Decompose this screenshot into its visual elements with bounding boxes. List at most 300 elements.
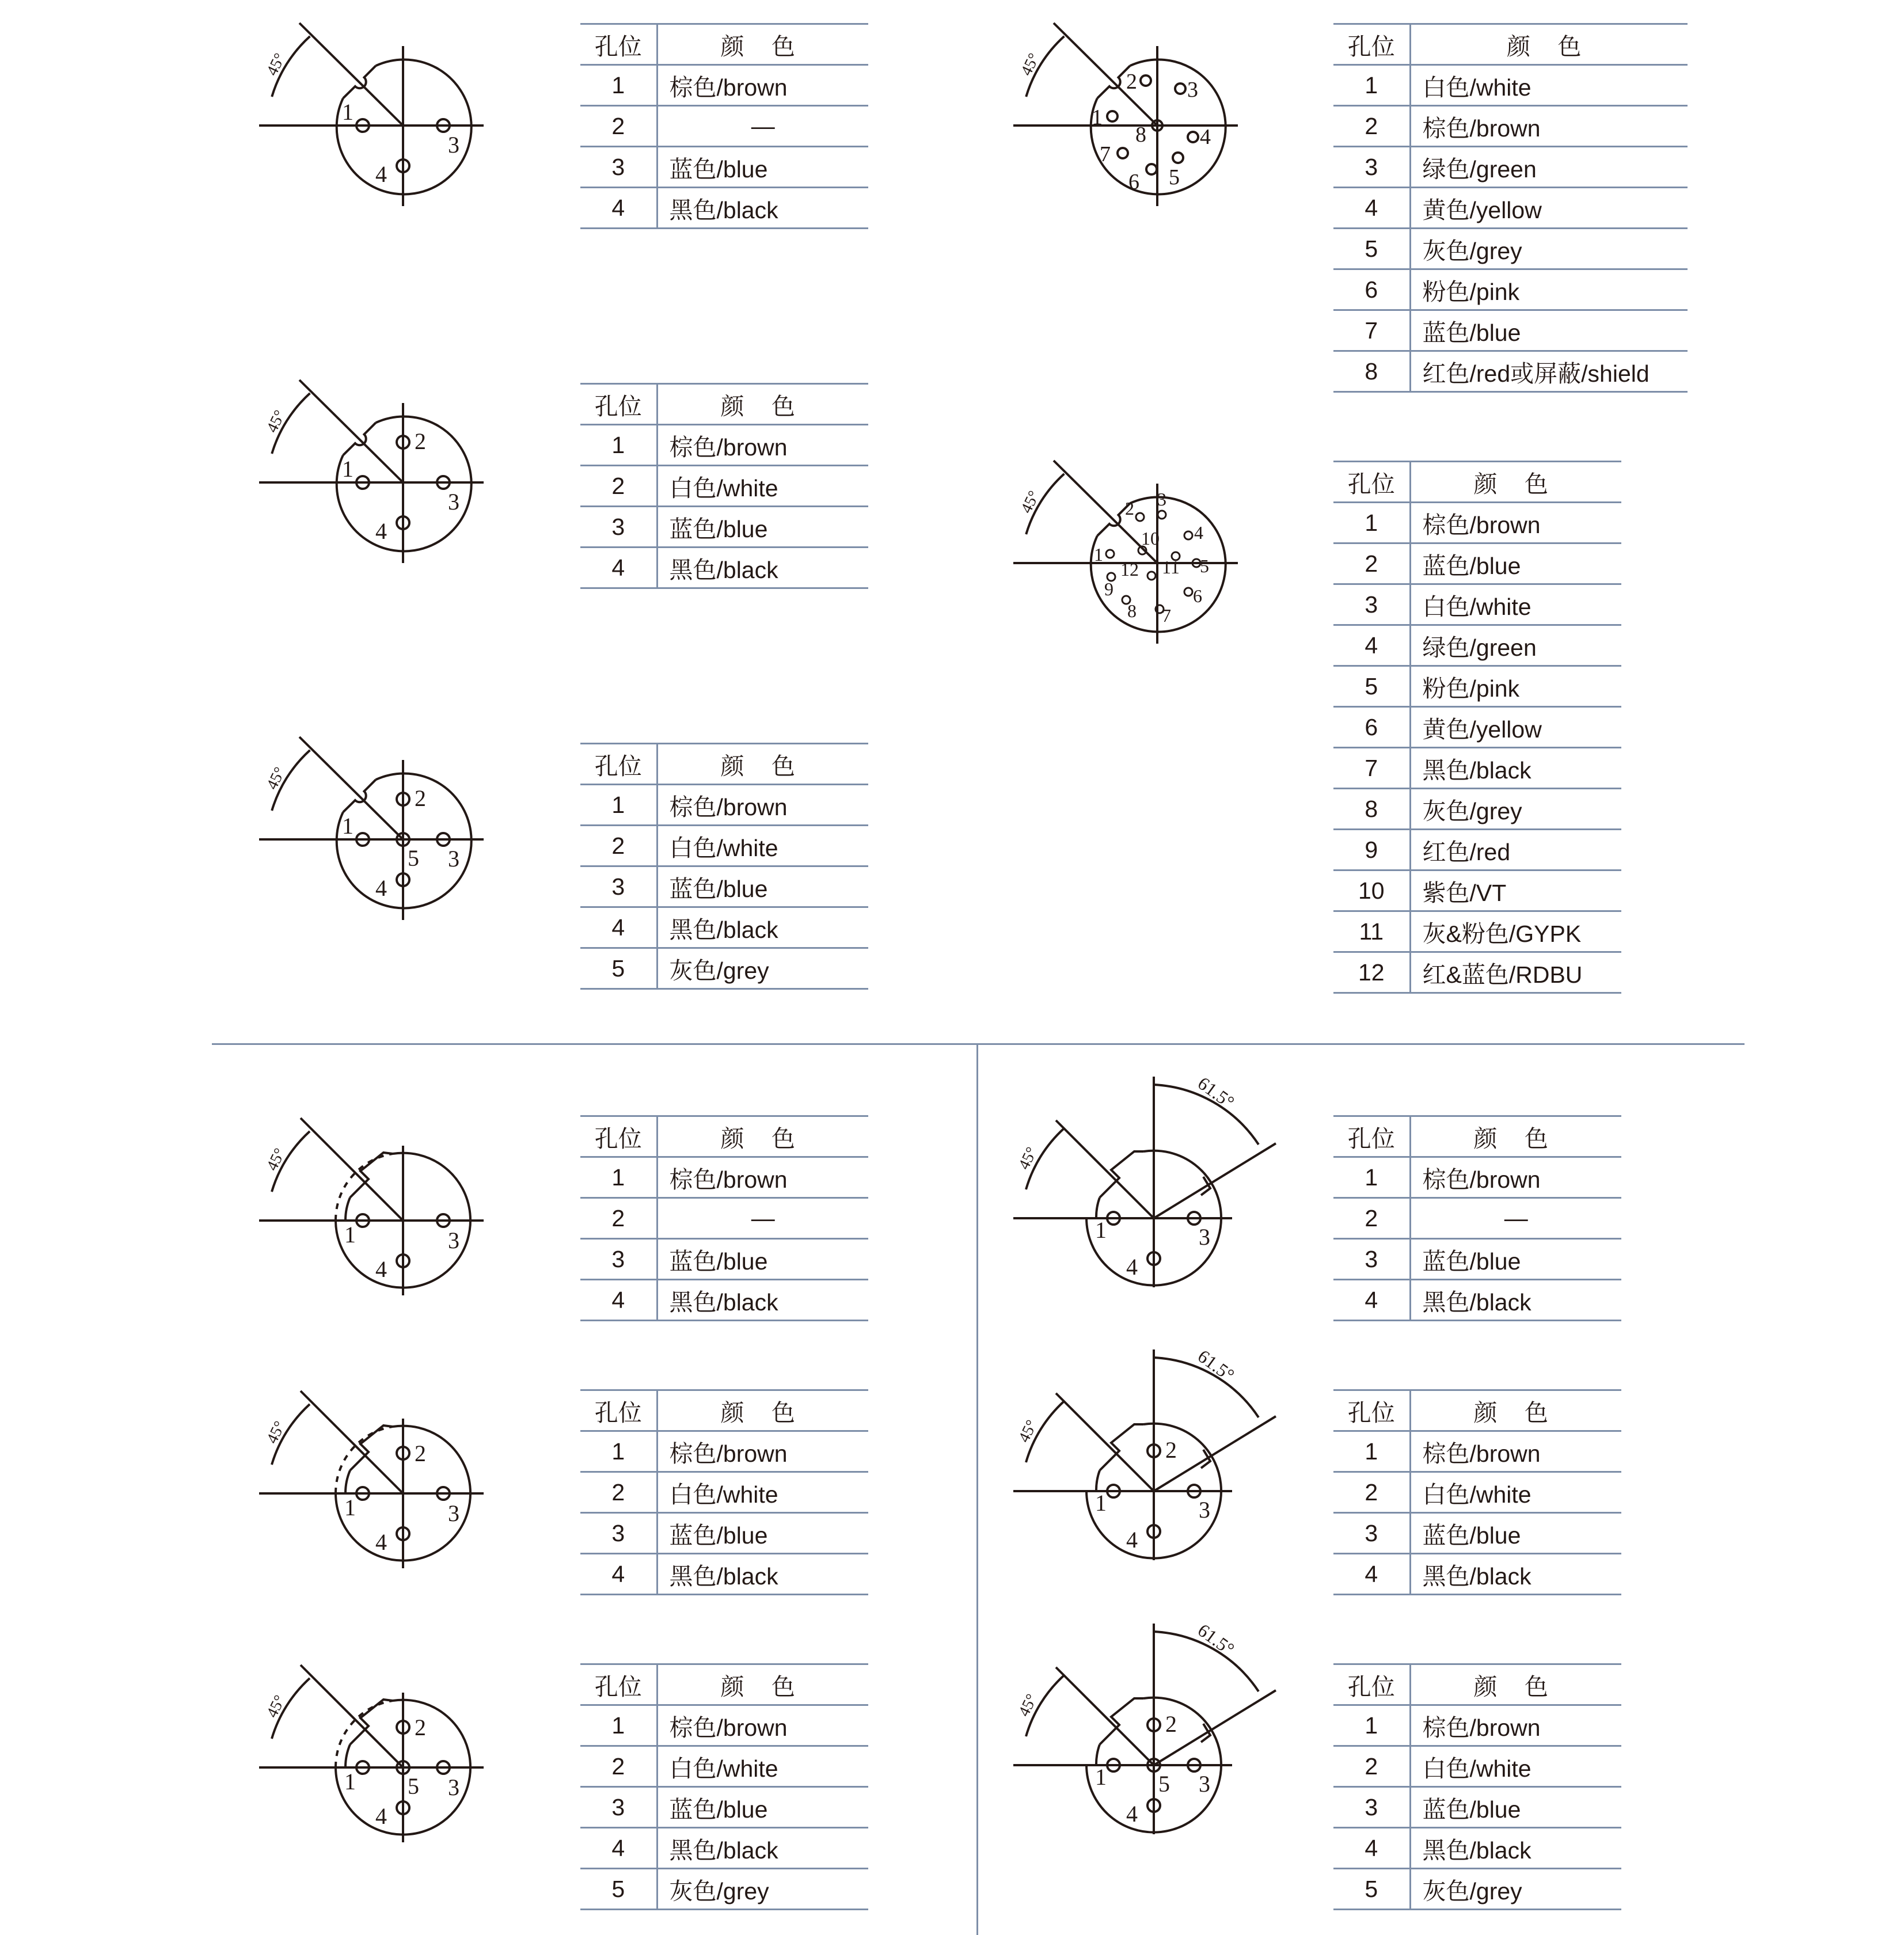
pin-label-1: 1	[344, 1222, 356, 1248]
table-header-row	[580, 384, 868, 425]
pin-position: 4	[580, 1280, 657, 1321]
wire-color: 黑色/black	[1410, 1280, 1621, 1321]
pin-label-4: 4	[375, 161, 387, 187]
pin-position: 1	[580, 65, 657, 106]
header-color: 颜 色	[1410, 1664, 1621, 1705]
pin-3-hole	[1158, 511, 1166, 519]
pin-position: 4	[580, 1828, 657, 1869]
pin-position: 6	[1333, 707, 1410, 748]
pin-label-5: 5	[408, 1773, 419, 1799]
table-row	[1333, 748, 1621, 789]
table-row	[1333, 870, 1621, 911]
angle-label-45: 45°	[263, 1145, 290, 1174]
pin-label-1: 1	[1092, 105, 1103, 130]
table-row	[580, 866, 868, 907]
wire-color: 红色/red	[1410, 830, 1621, 870]
pin-position: 2	[580, 466, 657, 507]
connector-diagram-c6	[253, 1105, 495, 1301]
wire-color: 绿色/green	[1410, 625, 1621, 666]
pin-label-2: 2	[415, 785, 426, 811]
pin-position: 4	[580, 548, 657, 588]
wire-color: —	[1410, 1198, 1621, 1239]
pin-label-6: 6	[1193, 586, 1202, 606]
wire-color: 蓝色/blue	[1410, 1239, 1621, 1280]
key-notch	[1100, 1424, 1143, 1470]
pin-12-hole	[1147, 572, 1156, 580]
table-row	[580, 1198, 868, 1239]
table-header-row	[1333, 1116, 1621, 1157]
wire-color: 蓝色/blue	[1410, 1513, 1621, 1554]
connector-diagram-c1	[253, 17, 495, 213]
pin-position: 3	[1333, 1239, 1410, 1280]
wire-color: 黑色/black	[657, 1280, 868, 1321]
pin-label-7: 7	[1100, 142, 1111, 166]
header-color: 颜 色	[657, 744, 868, 785]
pin-position: 1	[1333, 503, 1410, 543]
wire-color: 蓝色/blue	[1410, 543, 1621, 584]
table-row	[1333, 351, 1688, 392]
pin-table-c2	[580, 383, 868, 589]
table-row	[1333, 269, 1688, 310]
pin-table-c3	[580, 743, 868, 990]
table-row	[580, 1280, 868, 1321]
pin-3-hole	[1175, 83, 1185, 94]
pin-position: 4	[1333, 1554, 1410, 1595]
wire-color: 粉色/pink	[1410, 269, 1688, 310]
pin-position: 3	[1333, 584, 1410, 625]
pin-label-5: 5	[1200, 556, 1209, 576]
wire-color: 黑色/black	[657, 1828, 868, 1869]
header-color: 颜 色	[1410, 1116, 1621, 1157]
wire-color: 紫色/VT	[1410, 870, 1621, 911]
table-row	[580, 507, 868, 548]
pin-label-1: 1	[342, 456, 354, 482]
connector-diagram-c3	[253, 731, 495, 927]
wire-color: 蓝色/blue	[657, 507, 868, 548]
table-row	[1333, 543, 1621, 584]
wire-color: —	[657, 1198, 868, 1239]
pin-label-2: 2	[415, 1714, 426, 1740]
pin-position: 3	[580, 1787, 657, 1828]
key-angle-line	[1056, 1120, 1154, 1218]
table-row	[1333, 1787, 1621, 1828]
wire-color: 白色/white	[657, 1746, 868, 1787]
wire-color: 蓝色/blue	[657, 866, 868, 907]
wire-color: 红&蓝色/RDBU	[1410, 952, 1621, 993]
wire-color: 灰色/grey	[1410, 1869, 1621, 1910]
pin-position: 5	[1333, 1869, 1410, 1910]
angle-label-45: 45°	[263, 407, 290, 436]
table-row	[580, 65, 868, 106]
wire-color: 蓝色/blue	[1410, 1787, 1621, 1828]
vertical-section-divider	[976, 1044, 978, 1935]
pin-label-3: 3	[1199, 1771, 1210, 1797]
header-color: 颜 色	[1410, 1390, 1621, 1431]
wire-color: 灰色/grey	[657, 948, 868, 989]
pin-label-1: 1	[344, 1769, 356, 1795]
table-row	[1333, 1828, 1621, 1869]
pin-label-4: 4	[1194, 522, 1203, 543]
header-position: 孔位	[580, 744, 657, 785]
wire-color: 棕色/brown	[1410, 503, 1621, 543]
table-row	[580, 1869, 868, 1910]
pin-table-c11	[1333, 1663, 1621, 1910]
pin-position: 2	[1333, 106, 1410, 147]
key-angle-line	[1056, 1667, 1154, 1765]
table-header-row	[1333, 462, 1621, 503]
angle-label-45: 45°	[1015, 1417, 1042, 1446]
table-row	[580, 1431, 868, 1472]
connector-diagram-c5	[1008, 455, 1249, 651]
pin-label-3: 3	[1199, 1224, 1210, 1250]
header-position: 孔位	[1333, 1116, 1410, 1157]
pin-1-hole	[1106, 550, 1114, 558]
pin-position: 3	[580, 866, 657, 907]
wire-color: 灰色/grey	[1410, 789, 1621, 830]
pin-label-6: 6	[1128, 170, 1139, 194]
table-row	[580, 147, 868, 188]
table-row	[580, 1828, 868, 1869]
pin-6-hole	[1184, 588, 1192, 596]
pin-position: 5	[580, 948, 657, 989]
pin-label-1: 1	[1095, 1490, 1107, 1516]
pin-position: 4	[580, 1554, 657, 1595]
pin-label-4: 4	[375, 875, 387, 901]
wire-color: 灰色/grey	[657, 1869, 868, 1910]
pin-position: 5	[1333, 666, 1410, 707]
table-row	[580, 425, 868, 466]
pin-2-hole	[1141, 75, 1151, 86]
pin-position: 4	[1333, 625, 1410, 666]
wire-color: 棕色/brown	[657, 1431, 868, 1472]
pin-position: 4	[1333, 188, 1410, 229]
pin-position: 1	[580, 425, 657, 466]
pin-position: 1	[1333, 1157, 1410, 1198]
pin-position: 11	[1333, 911, 1410, 952]
table-header-row	[580, 24, 868, 65]
pin-label-4: 4	[1126, 1254, 1138, 1280]
wire-color: 白色/white	[1410, 65, 1688, 106]
pin-position: 3	[580, 1239, 657, 1280]
angle-label-61-5: 61.5°	[1194, 1345, 1238, 1386]
pin-label-5: 5	[1169, 165, 1180, 189]
wire-color: 粉色/pink	[1410, 666, 1621, 707]
wire-color: 红色/red或屏蔽/shield	[1410, 351, 1688, 392]
table-row	[580, 907, 868, 948]
pin-table-c4	[1333, 23, 1688, 393]
pin-position: 3	[1333, 147, 1410, 188]
pin-position: 1	[580, 785, 657, 826]
connector-diagram-c8	[253, 1652, 495, 1848]
pin-label-8: 8	[1127, 600, 1137, 621]
pin-table-c6	[580, 1115, 868, 1321]
table-row	[580, 106, 868, 147]
wire-color: 白色/white	[657, 466, 868, 507]
wire-color: 棕色/brown	[657, 65, 868, 106]
wire-color: 白色/white	[657, 1472, 868, 1513]
table-row	[580, 1239, 868, 1280]
wire-color: 棕色/brown	[1410, 106, 1688, 147]
coding-dashed-arc	[336, 1701, 393, 1767]
pin-label-2: 2	[1165, 1711, 1177, 1737]
key-angle-line	[301, 1391, 403, 1493]
table-row	[580, 1157, 868, 1198]
wire-color: 黄色/yellow	[1410, 188, 1688, 229]
wire-color: 绿色/green	[1410, 147, 1688, 188]
wire-color: 棕色/brown	[657, 425, 868, 466]
pin-position: 2	[1333, 1472, 1410, 1513]
table-header-row	[580, 1390, 868, 1431]
pin-table-c10	[1333, 1389, 1621, 1595]
connector-diagram-c4	[1008, 17, 1249, 213]
pin-label-3: 3	[1187, 78, 1198, 102]
table-row	[1333, 789, 1621, 830]
wire-color: 棕色/brown	[1410, 1431, 1621, 1472]
pin-position: 12	[1333, 952, 1410, 993]
key-angle-line	[1056, 1393, 1154, 1491]
connector-diagram-c2	[253, 374, 495, 570]
pin-label-3: 3	[448, 846, 459, 872]
header-position: 孔位	[580, 1116, 657, 1157]
table-row	[580, 188, 868, 229]
pin-label-5: 5	[408, 845, 419, 871]
wire-color: 棕色/brown	[657, 1705, 868, 1746]
pin-label-3: 3	[448, 132, 459, 158]
wire-color: 黑色/black	[657, 1554, 868, 1595]
pin-position: 6	[1333, 269, 1410, 310]
header-position: 孔位	[580, 24, 657, 65]
angle-label-45: 45°	[1015, 1144, 1042, 1173]
connector-diagram-c7	[253, 1378, 495, 1574]
wire-color: 黑色/black	[1410, 748, 1621, 789]
table-header-row	[1333, 1390, 1621, 1431]
table-row	[580, 548, 868, 588]
table-row	[1333, 1472, 1621, 1513]
pin-2-hole	[1136, 513, 1144, 521]
wire-color: 黄色/yellow	[1410, 707, 1621, 748]
header-position: 孔位	[1333, 462, 1410, 503]
connector-diagram-c11	[1002, 1612, 1278, 1842]
header-color: 颜 色	[657, 1390, 868, 1431]
table-row	[1333, 1280, 1621, 1321]
pin-label-4: 4	[375, 1529, 387, 1555]
pin-position: 2	[580, 1746, 657, 1787]
pin-label-3: 3	[448, 489, 459, 515]
table-header-row	[1333, 24, 1688, 65]
header-color: 颜 色	[657, 1664, 868, 1705]
table-row	[1333, 1198, 1621, 1239]
key-notch	[1100, 1151, 1143, 1198]
table-row	[580, 1787, 868, 1828]
header-position: 孔位	[580, 1390, 657, 1431]
pin-position: 2	[1333, 1198, 1410, 1239]
pin-label-1: 1	[1095, 1217, 1107, 1243]
table-row	[1333, 1513, 1621, 1554]
key-angle-line	[301, 1118, 403, 1221]
header-position: 孔位	[580, 384, 657, 425]
connector-diagram-c9	[1002, 1065, 1278, 1295]
connector-diagram-c10	[1002, 1338, 1278, 1568]
header-position: 孔位	[1333, 1664, 1410, 1705]
table-header-row	[580, 1116, 868, 1157]
angle-label-45: 45°	[263, 1692, 290, 1721]
key-angle-line	[301, 1665, 403, 1767]
pin-table-c8	[580, 1663, 868, 1910]
header-position: 孔位	[1333, 1390, 1410, 1431]
pin-position: 3	[580, 1513, 657, 1554]
pin-7-hole	[1118, 148, 1128, 158]
wire-color: —	[657, 106, 868, 147]
pin-position: 4	[1333, 1280, 1410, 1321]
table-row	[1333, 503, 1621, 543]
header-position: 孔位	[580, 1664, 657, 1705]
pin-label-4: 4	[375, 518, 387, 544]
table-row	[1333, 1869, 1621, 1910]
wire-color: 白色/white	[657, 826, 868, 866]
angle-label-45: 45°	[263, 1418, 290, 1447]
pin-label-7: 7	[1162, 605, 1171, 626]
angle-label-45: 45°	[1017, 50, 1044, 79]
wire-color: 棕色/brown	[1410, 1705, 1621, 1746]
table-header-row	[1333, 1664, 1621, 1705]
table-row	[1333, 584, 1621, 625]
pin-label-3: 3	[448, 1774, 459, 1800]
pin-position: 4	[1333, 1828, 1410, 1869]
horizontal-section-divider	[212, 1043, 1745, 1045]
key-notch	[1100, 1698, 1143, 1744]
header-color: 颜 色	[657, 1116, 868, 1157]
pin-label-3: 3	[1157, 489, 1166, 510]
table-row	[580, 466, 868, 507]
table-header-row	[580, 744, 868, 785]
pin-label-1: 1	[1095, 1764, 1107, 1790]
pin-label-2: 2	[415, 428, 426, 454]
pin-label-1: 1	[344, 1495, 356, 1520]
table-row	[1333, 229, 1688, 269]
pin-position: 5	[580, 1869, 657, 1910]
header-color: 颜 色	[657, 384, 868, 425]
table-row	[1333, 1431, 1621, 1472]
angle-label-61-5: 61.5°	[1194, 1072, 1238, 1113]
table-row	[1333, 1746, 1621, 1787]
pin-position: 3	[580, 507, 657, 548]
pin-position: 2	[1333, 1746, 1410, 1787]
pin-5-hole	[1173, 153, 1183, 163]
table-row	[580, 948, 868, 989]
pin-label-11: 11	[1162, 557, 1180, 577]
header-color: 颜 色	[1410, 24, 1688, 65]
table-row	[1333, 666, 1621, 707]
table-row	[1333, 625, 1621, 666]
pin-position: 8	[1333, 789, 1410, 830]
wire-color: 白色/white	[1410, 1472, 1621, 1513]
wire-color: 灰&粉色/GYPK	[1410, 911, 1621, 952]
table-row	[580, 785, 868, 826]
header-color: 颜 色	[1410, 462, 1621, 503]
table-row	[580, 1513, 868, 1554]
table-row	[1333, 188, 1688, 229]
wire-color: 蓝色/blue	[657, 1513, 868, 1554]
pin-6-hole	[1146, 164, 1157, 174]
table-row	[1333, 952, 1621, 993]
second-key-line	[1154, 1143, 1276, 1218]
pin-position: 2	[580, 106, 657, 147]
coding-dashed-arc	[336, 1154, 393, 1221]
pin-1-hole	[1107, 111, 1118, 121]
pin-position: 2	[1333, 543, 1410, 584]
wire-color: 黑色/black	[1410, 1828, 1621, 1869]
pin-label-2: 2	[415, 1440, 426, 1466]
pin-position: 7	[1333, 748, 1410, 789]
wire-color: 白色/white	[1410, 1746, 1621, 1787]
pin-label-1: 1	[342, 813, 354, 839]
table-row	[1333, 1157, 1621, 1198]
pin-label-8: 8	[1135, 123, 1146, 147]
wire-color: 白色/white	[1410, 584, 1621, 625]
wire-color: 黑色/black	[1410, 1554, 1621, 1595]
table-header-row	[580, 1664, 868, 1705]
wire-color: 蓝色/blue	[657, 147, 868, 188]
table-row	[1333, 65, 1688, 106]
pin-label-12: 12	[1120, 559, 1139, 580]
wire-color: 蓝色/blue	[657, 1239, 868, 1280]
pin-table-c5	[1333, 461, 1621, 994]
pin-label-1: 1	[1094, 544, 1103, 565]
key-angle-line	[1054, 23, 1157, 126]
pin-4-hole	[1188, 132, 1198, 142]
pin-label-4: 4	[1126, 1527, 1138, 1553]
wire-color: 黑色/black	[657, 188, 868, 229]
table-row	[1333, 1554, 1621, 1595]
table-row	[1333, 310, 1688, 351]
pin-position: 1	[1333, 1431, 1410, 1472]
pin-position: 3	[1333, 1787, 1410, 1828]
header-position: 孔位	[1333, 24, 1410, 65]
pin-table-c9	[1333, 1115, 1621, 1321]
pin-position: 1	[580, 1431, 657, 1472]
pin-label-4: 4	[1126, 1801, 1138, 1827]
pin-label-2: 2	[1125, 498, 1134, 519]
wire-color: 蓝色/blue	[1410, 310, 1688, 351]
coding-dashed-arc	[336, 1427, 393, 1493]
pin-label-5: 5	[1158, 1771, 1170, 1797]
pin-position: 7	[1333, 310, 1410, 351]
pin-position: 5	[1333, 229, 1410, 269]
table-row	[580, 826, 868, 866]
pin-position: 9	[1333, 830, 1410, 870]
pin-label-3: 3	[448, 1227, 459, 1253]
angle-label-45: 45°	[263, 50, 290, 79]
pin-label-3: 3	[448, 1500, 459, 1526]
table-row	[580, 1746, 868, 1787]
angle-label-45: 45°	[263, 764, 290, 793]
pin-label-4: 4	[375, 1256, 387, 1282]
header-color: 颜 色	[657, 24, 868, 65]
table-row	[1333, 106, 1688, 147]
table-row	[580, 1554, 868, 1595]
pin-position: 2	[580, 1472, 657, 1513]
wire-color: 蓝色/blue	[657, 1787, 868, 1828]
pin-label-10: 10	[1141, 528, 1160, 549]
table-row	[580, 1705, 868, 1746]
table-row	[1333, 1239, 1621, 1280]
wire-color: 棕色/brown	[657, 785, 868, 826]
wire-color: 黑色/black	[657, 907, 868, 948]
pin-position: 8	[1333, 351, 1410, 392]
pin-position: 3	[1333, 1513, 1410, 1554]
pin-label-2: 2	[1165, 1437, 1177, 1463]
pin-4-hole	[1184, 531, 1192, 539]
